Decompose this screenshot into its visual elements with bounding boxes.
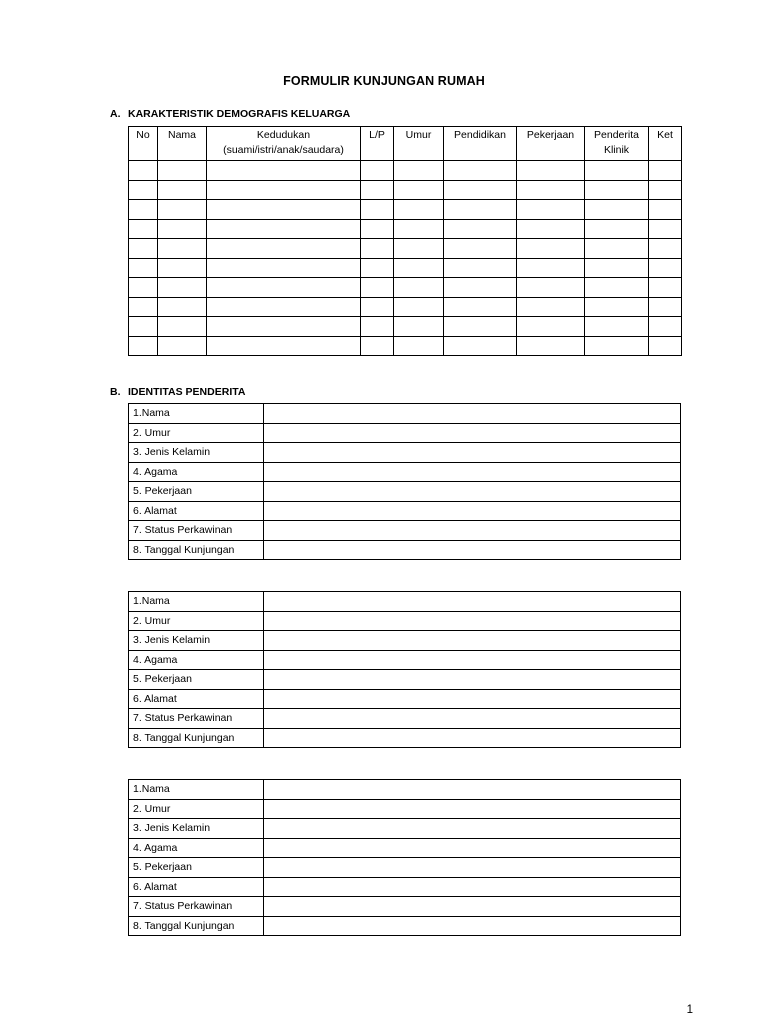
table-cell[interactable] [517, 317, 585, 337]
col-header-lp: L/P [361, 127, 394, 161]
table-cell[interactable] [444, 336, 517, 356]
identity-field-label: 2. Umur [129, 611, 264, 631]
identity-field-value[interactable] [264, 611, 681, 631]
table-cell[interactable] [649, 336, 682, 356]
table-cell[interactable] [517, 336, 585, 356]
col-header-penderita-line1: Penderita [594, 129, 639, 141]
identity-field-value[interactable] [264, 540, 681, 560]
identity-row [129, 404, 681, 424]
table-cell[interactable] [444, 239, 517, 259]
identity-field-label: 4. Agama [129, 650, 264, 670]
table-cell[interactable] [394, 258, 444, 278]
table-cell[interactable] [129, 219, 158, 239]
table-cell[interactable] [585, 297, 649, 317]
table-cell[interactable] [129, 239, 158, 259]
table-row [129, 297, 682, 317]
table-cell[interactable] [207, 161, 361, 181]
table-cell[interactable] [585, 239, 649, 259]
table-cell[interactable] [517, 200, 585, 220]
table-cell[interactable] [444, 161, 517, 181]
identity-field-value[interactable] [264, 404, 681, 424]
table-cell[interactable] [207, 297, 361, 317]
identity-row [129, 521, 681, 541]
identity-field-value[interactable] [264, 897, 681, 917]
table-cell[interactable] [207, 278, 361, 298]
table-cell[interactable] [585, 219, 649, 239]
table-cell[interactable] [361, 317, 394, 337]
table-cell[interactable] [585, 317, 649, 337]
table-cell[interactable] [129, 161, 158, 181]
identity-field-value[interactable] [264, 819, 681, 839]
table-cell[interactable] [207, 180, 361, 200]
table-cell[interactable] [361, 297, 394, 317]
identity-row [129, 780, 681, 800]
identity-field-label: 7. Status Perkawinan [129, 897, 264, 917]
identity-row [129, 838, 681, 858]
table-cell[interactable] [207, 219, 361, 239]
identity-field-value[interactable] [264, 462, 681, 482]
table-cell[interactable] [585, 336, 649, 356]
table-cell[interactable] [129, 297, 158, 317]
page-number: 1 [686, 1004, 693, 1016]
table-cell[interactable] [394, 297, 444, 317]
table-cell[interactable] [361, 336, 394, 356]
identity-field-label: 5. Pekerjaan [129, 670, 264, 690]
identity-field-value[interactable] [264, 799, 681, 819]
table-cell[interactable] [361, 239, 394, 259]
identity-field-value[interactable] [264, 670, 681, 690]
table-cell[interactable] [444, 258, 517, 278]
table-cell[interactable] [158, 161, 207, 181]
table-cell[interactable] [361, 278, 394, 298]
table-cell[interactable] [207, 239, 361, 259]
identity-field-label: 3. Jenis Kelamin [129, 819, 264, 839]
table-cell[interactable] [394, 317, 444, 337]
identity-row [129, 709, 681, 729]
identity-field-value[interactable] [264, 631, 681, 651]
table-cell[interactable] [394, 161, 444, 181]
table-cell[interactable] [394, 336, 444, 356]
table-header-row [129, 127, 682, 161]
table-cell[interactable] [394, 219, 444, 239]
col-header-pekerjaan: Pekerjaan [517, 127, 585, 161]
identity-field-value[interactable] [264, 443, 681, 463]
identity-field-label: 6. Alamat [129, 877, 264, 897]
col-header-kedudukan [207, 127, 361, 161]
identity-row [129, 728, 681, 748]
table-cell[interactable] [649, 297, 682, 317]
table-cell[interactable] [517, 219, 585, 239]
table-cell[interactable] [129, 200, 158, 220]
identity-field-label: 3. Jenis Kelamin [129, 631, 264, 651]
identity-field-label: 8. Tanggal Kunjungan [129, 728, 264, 748]
table-cell[interactable] [361, 200, 394, 220]
table-row [129, 278, 682, 298]
table-cell[interactable] [158, 336, 207, 356]
patient-identity-table [128, 403, 681, 560]
identity-field-value[interactable] [264, 858, 681, 878]
section-a-letter: A. [110, 108, 121, 120]
col-header-kedudukan-line2: (suami/istri/anak/saudara) [223, 144, 344, 156]
table-cell[interactable] [649, 161, 682, 181]
identity-row [129, 799, 681, 819]
table-cell[interactable] [585, 161, 649, 181]
table-row [129, 239, 682, 259]
identity-field-value[interactable] [264, 689, 681, 709]
identity-field-label: 5. Pekerjaan [129, 482, 264, 502]
identity-row [129, 858, 681, 878]
identity-row [129, 540, 681, 560]
table-cell[interactable] [517, 161, 585, 181]
table-cell[interactable] [517, 278, 585, 298]
table-cell[interactable] [517, 258, 585, 278]
table-cell[interactable] [444, 297, 517, 317]
identity-field-label: 5. Pekerjaan [129, 858, 264, 878]
table-cell[interactable] [361, 161, 394, 181]
table-cell[interactable] [361, 219, 394, 239]
table-cell[interactable] [361, 258, 394, 278]
col-header-nama: Nama [158, 127, 207, 161]
identity-field-value[interactable] [264, 482, 681, 502]
table-cell[interactable] [649, 258, 682, 278]
table-cell[interactable] [444, 200, 517, 220]
identity-field-label: 1.Nama [129, 780, 264, 800]
col-header-penderita-klinik [585, 127, 649, 161]
col-header-pendidikan: Pendidikan [444, 127, 517, 161]
identity-field-value[interactable] [264, 877, 681, 897]
table-cell[interactable] [444, 317, 517, 337]
identity-row [129, 631, 681, 651]
identity-row [129, 501, 681, 521]
identity-row [129, 443, 681, 463]
identity-field-label: 3. Jenis Kelamin [129, 443, 264, 463]
table-cell[interactable] [649, 200, 682, 220]
identity-row [129, 877, 681, 897]
identity-field-label: 6. Alamat [129, 689, 264, 709]
table-cell[interactable] [158, 278, 207, 298]
table-cell[interactable] [207, 200, 361, 220]
identity-row [129, 462, 681, 482]
table-cell[interactable] [444, 278, 517, 298]
table-cell[interactable] [649, 239, 682, 259]
table-cell[interactable] [158, 297, 207, 317]
table-cell[interactable] [129, 258, 158, 278]
table-row [129, 180, 682, 200]
page-title: FORMULIR KUNJUNGAN RUMAH [283, 74, 485, 88]
identity-field-label: 1.Nama [129, 404, 264, 424]
table-cell[interactable] [158, 239, 207, 259]
identity-row [129, 611, 681, 631]
table-cell[interactable] [129, 278, 158, 298]
patient-identity-table [128, 591, 681, 748]
section-b-heading [110, 386, 245, 398]
table-cell[interactable] [361, 180, 394, 200]
table-cell[interactable] [649, 219, 682, 239]
identity-row [129, 916, 681, 936]
section-b-title: IDENTITAS PENDERITA [128, 386, 246, 398]
table-row [129, 161, 682, 181]
identity-row [129, 897, 681, 917]
section-a-title: KARAKTERISTIK DEMOGRAFIS KELUARGA [128, 108, 351, 120]
identity-field-label: 4. Agama [129, 462, 264, 482]
table-row [129, 258, 682, 278]
table-row [129, 219, 682, 239]
table-cell[interactable] [517, 180, 585, 200]
identity-row [129, 689, 681, 709]
section-b-letter: B. [110, 386, 121, 398]
identity-row [129, 670, 681, 690]
table-cell[interactable] [585, 278, 649, 298]
identity-field-value[interactable] [264, 838, 681, 858]
table-cell[interactable] [649, 278, 682, 298]
identity-field-value[interactable] [264, 780, 681, 800]
identity-field-value[interactable] [264, 728, 681, 748]
col-header-umur: Umur [394, 127, 444, 161]
table-cell[interactable] [394, 180, 444, 200]
table-cell[interactable] [129, 180, 158, 200]
identity-field-label: 1.Nama [129, 592, 264, 612]
identity-row [129, 650, 681, 670]
identity-field-label: 8. Tanggal Kunjungan [129, 916, 264, 936]
table-row [129, 200, 682, 220]
identity-field-value[interactable] [264, 709, 681, 729]
col-header-kedudukan-line1: Kedudukan [256, 129, 311, 141]
identity-row [129, 423, 681, 443]
table-cell[interactable] [158, 317, 207, 337]
col-header-no: No [129, 127, 158, 161]
identity-field-label: 4. Agama [129, 838, 264, 858]
identity-field-label: 6. Alamat [129, 501, 264, 521]
table-cell[interactable] [649, 317, 682, 337]
table-cell[interactable] [207, 336, 361, 356]
table-row [129, 336, 682, 356]
table-cell[interactable] [585, 180, 649, 200]
section-a-heading [110, 108, 350, 120]
table-cell[interactable] [158, 180, 207, 200]
table-cell[interactable] [585, 258, 649, 278]
patient-identity-table [128, 779, 681, 936]
identity-field-value[interactable] [264, 592, 681, 612]
table-cell[interactable] [158, 219, 207, 239]
table-cell[interactable] [444, 219, 517, 239]
table-row [129, 317, 682, 337]
table-cell[interactable] [394, 278, 444, 298]
table-cell[interactable] [207, 317, 361, 337]
col-header-penderita-line2: Klinik [603, 144, 630, 156]
table-cell[interactable] [129, 317, 158, 337]
identity-field-label: 2. Umur [129, 799, 264, 819]
identity-field-label: 8. Tanggal Kunjungan [129, 540, 264, 560]
identity-field-value[interactable] [264, 521, 681, 541]
identity-field-label: 7. Status Perkawinan [129, 709, 264, 729]
identity-field-value[interactable] [264, 650, 681, 670]
table-cell[interactable] [158, 200, 207, 220]
identity-field-value[interactable] [264, 916, 681, 936]
table-cell[interactable] [394, 239, 444, 259]
col-header-ket: Ket [649, 127, 682, 161]
identity-field-value[interactable] [264, 501, 681, 521]
table-cell[interactable] [158, 258, 207, 278]
table-cell[interactable] [585, 200, 649, 220]
identity-row [129, 819, 681, 839]
identity-field-label: 7. Status Perkawinan [129, 521, 264, 541]
identity-row [129, 592, 681, 612]
table-cell[interactable] [207, 258, 361, 278]
table-cell[interactable] [517, 239, 585, 259]
table-cell[interactable] [649, 180, 682, 200]
table-cell[interactable] [394, 200, 444, 220]
identity-row [129, 482, 681, 502]
identity-field-value[interactable] [264, 423, 681, 443]
family-demographics-table [128, 126, 682, 356]
identity-field-label: 2. Umur [129, 423, 264, 443]
table-cell[interactable] [129, 336, 158, 356]
table-cell[interactable] [517, 297, 585, 317]
table-cell[interactable] [444, 180, 517, 200]
